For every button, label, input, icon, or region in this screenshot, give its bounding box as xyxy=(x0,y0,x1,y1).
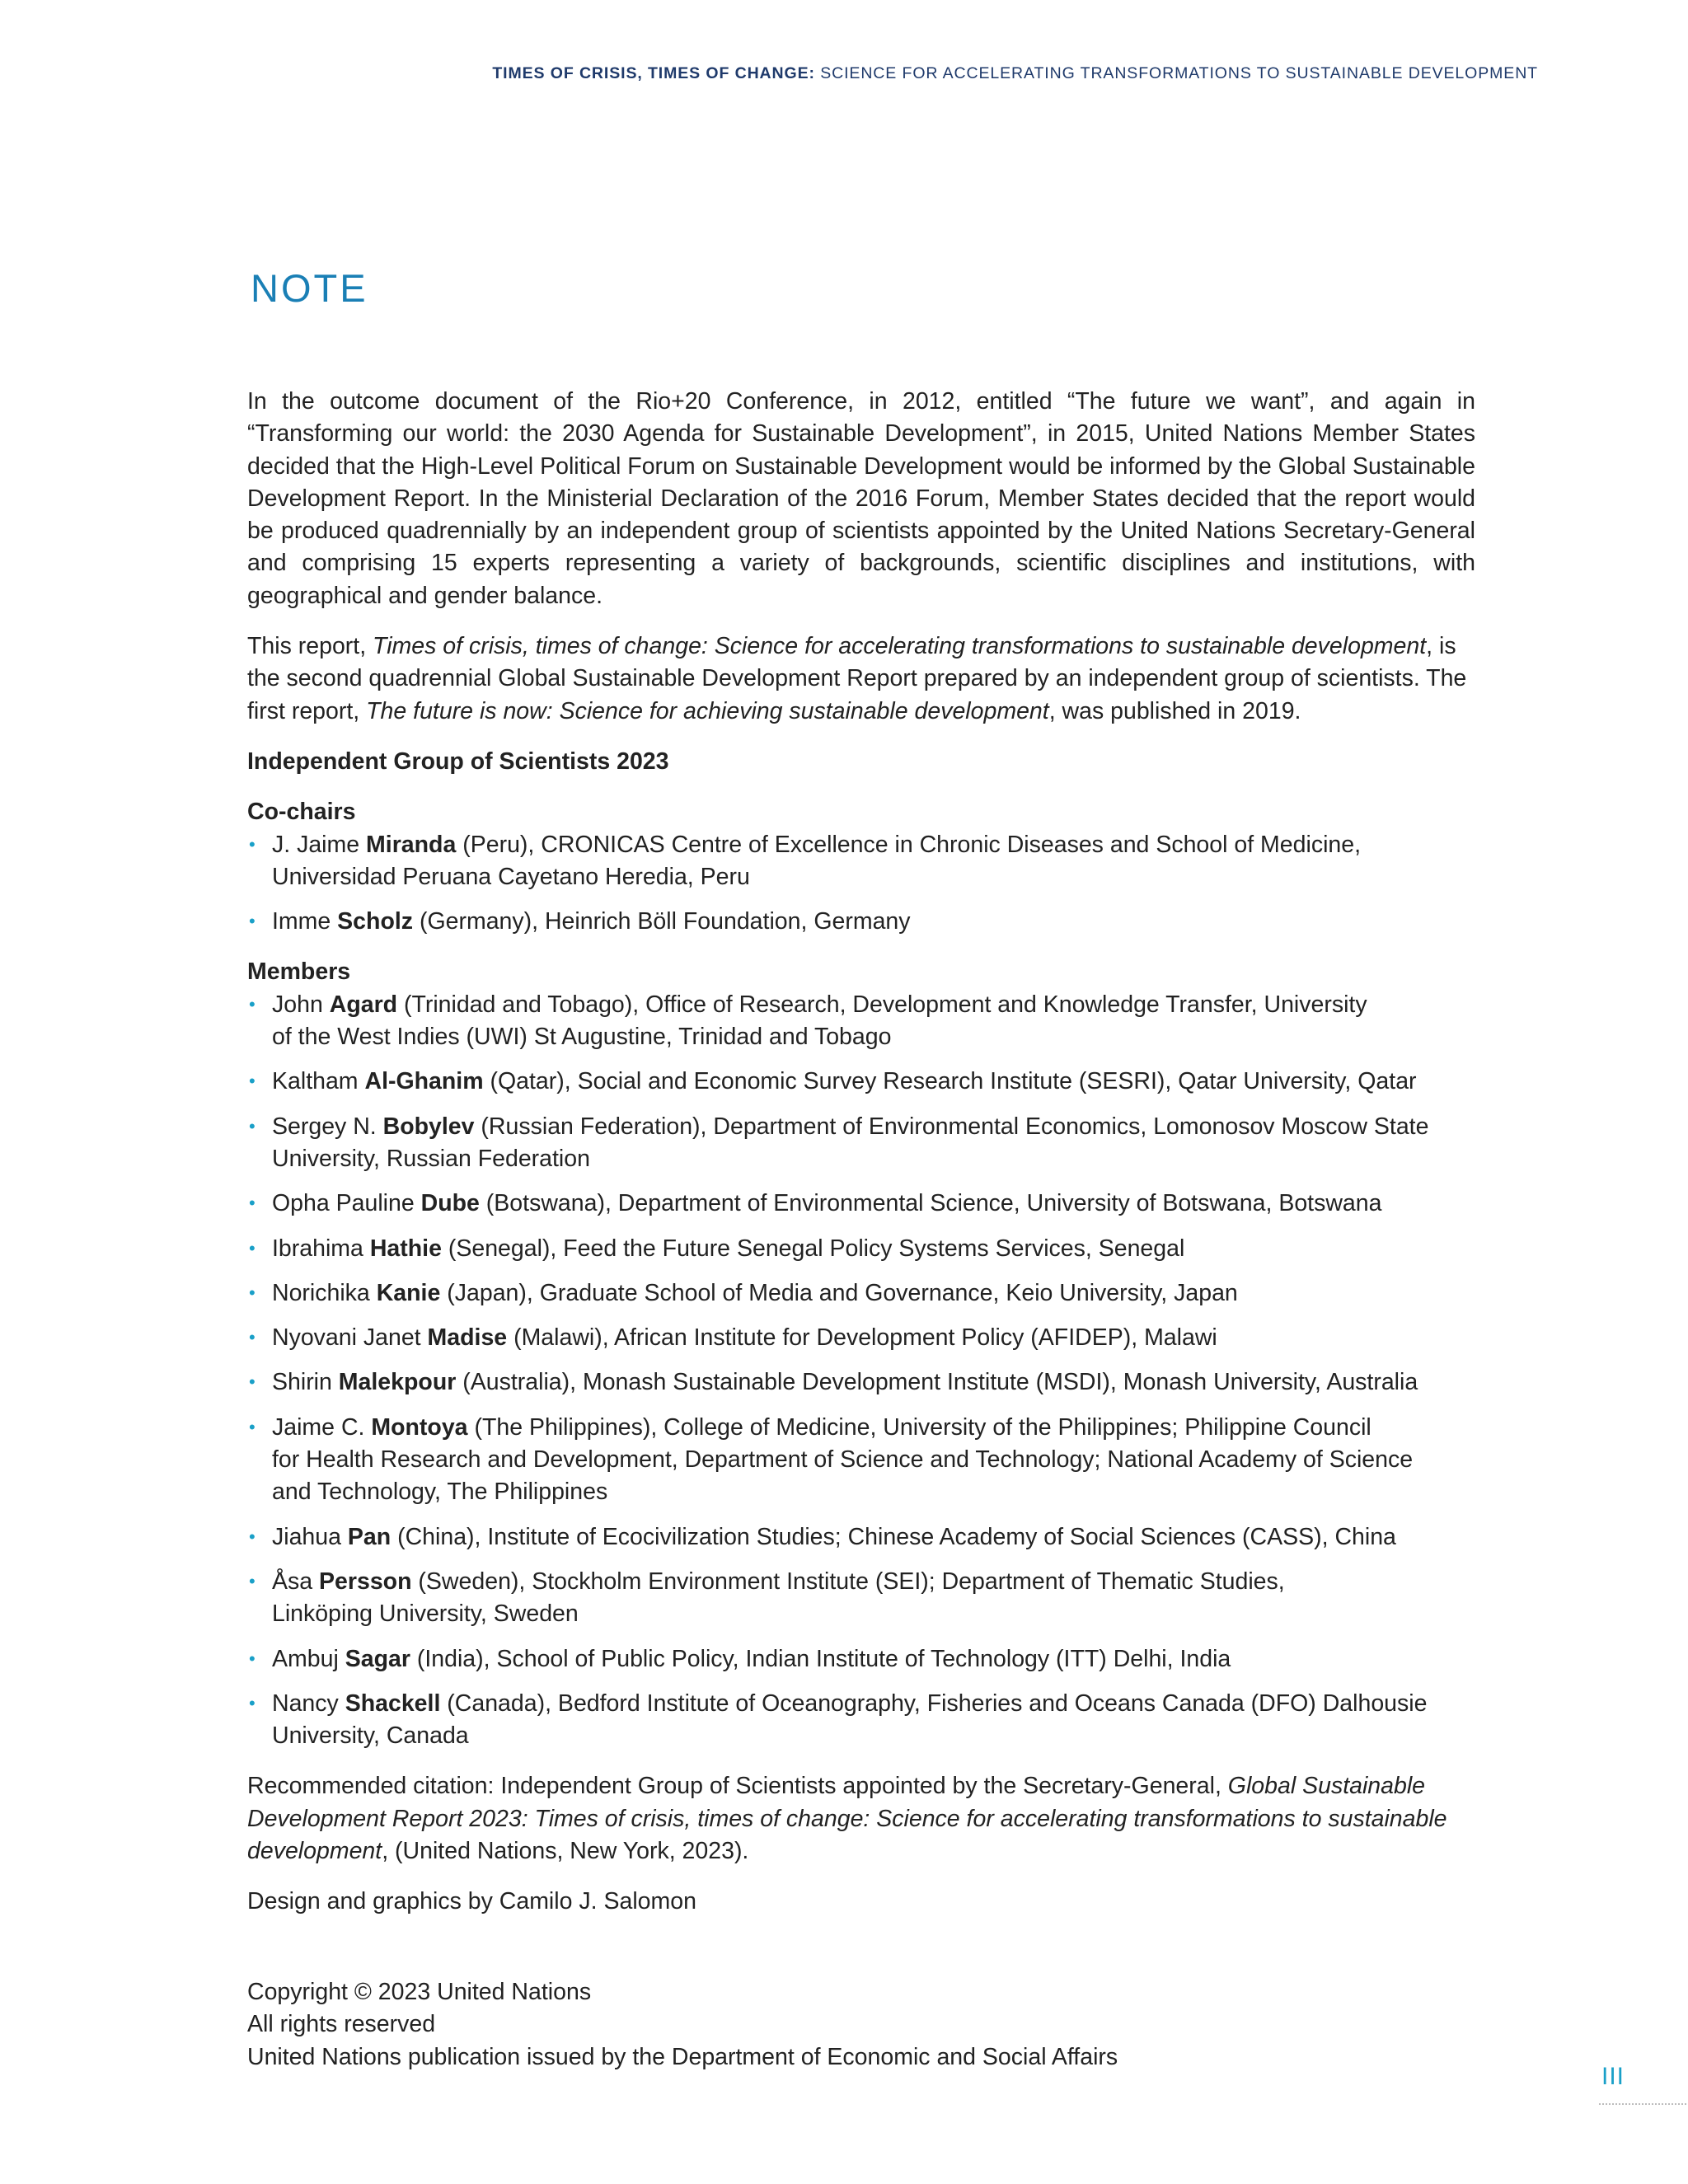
person-affiliation: (Qatar), Social and Economic Survey Research Institute (SESRI), Qatar University, Qatar xyxy=(483,1068,1417,1095)
person-last-name: Persson xyxy=(319,1568,412,1595)
person-first-name: Shirin xyxy=(272,1369,339,1396)
person-affiliation-cont: for Health Research and Development, Department of Science and Technology; National Academy of Science xyxy=(272,1446,1414,1474)
person-affiliation: (India), School of Public Policy, Indian Institute of Technology (ITT) Delhi, India xyxy=(410,1645,1231,1672)
list-item xyxy=(247,1066,1475,1098)
list-item xyxy=(247,1188,1475,1220)
person-affiliation: (Canada), Bedford Institute of Oceanography, Fisheries and Oceans Canada (DFO) Dalhousie xyxy=(440,1690,1428,1717)
design-credit: Design and graphics by Camilo J. Salomon xyxy=(247,1888,696,1915)
list-item xyxy=(247,1688,1475,1753)
list-item xyxy=(247,1412,1475,1509)
person-first-name: Nancy xyxy=(272,1690,345,1717)
list-item xyxy=(247,1521,1475,1554)
person-last-name: Montoya xyxy=(371,1413,468,1441)
person-first-name: Opha Pauline xyxy=(272,1190,421,1217)
person-first-name: Norichika xyxy=(272,1279,377,1306)
list-item xyxy=(247,1233,1475,1265)
person-last-name: Pan xyxy=(347,1523,392,1550)
person-affiliation: (The Philippines), College of Medicine, University of the Philippines; Philippine Council xyxy=(467,1413,1372,1441)
person-first-name: Imme xyxy=(272,908,338,935)
list-item xyxy=(247,829,1475,894)
person-last-name: Shackell xyxy=(345,1690,441,1717)
person-affiliation: (Australia), Monash Sustainable Development Institute (MSDI), Monash University, Australia xyxy=(456,1369,1418,1396)
report-title-previous: The future is now: Science for achieving sustainable development xyxy=(366,697,1049,724)
person-last-name: Dube xyxy=(420,1190,480,1217)
person-affiliation-cont: Linköping University, Sweden xyxy=(272,1601,579,1628)
person-affiliation-cont: and Technology, The Philippines xyxy=(272,1479,608,1506)
person-first-name: Jaime C. xyxy=(272,1413,372,1441)
person-affiliation: (Sweden), Stockholm Environment Institute (SEI); Department of Thematic Studies, xyxy=(411,1568,1285,1595)
list-item xyxy=(247,1111,1475,1176)
person-affiliation: (Japan), Graduate School of Media and Governance, Keio University, Japan xyxy=(440,1279,1238,1306)
person-first-name: Ibrahima xyxy=(272,1235,370,1262)
report-text-3: , was published in 2019. xyxy=(1048,697,1301,724)
person-last-name: Bobylev xyxy=(382,1113,475,1140)
person-first-name: Nyovani Janet xyxy=(272,1324,428,1352)
person-affiliation: (Botswana), Department of Environmental Science, University of Botswana, Botswana xyxy=(479,1190,1382,1217)
person-affiliation: (Russian Federation), Department of Environmental Economics, Lomonosov Moscow State xyxy=(474,1113,1429,1140)
recommended-citation xyxy=(247,1770,1475,1868)
person-last-name: Agard xyxy=(329,991,398,1018)
list-item xyxy=(247,989,1475,1054)
report-title-current: Times of crisis, times of change: Science for accelerating transformations to sustainable development xyxy=(373,633,1427,660)
report-text-2: , is the second quadrennial Global Sustainable Development Report prepared by an independent group of scientists. The first report, xyxy=(247,633,1467,724)
person-last-name: Al-Ghanim xyxy=(364,1068,484,1095)
person-affiliation: (Senegal), Feed the Future Senegal Policy Systems Services, Senegal xyxy=(441,1235,1185,1262)
intro-paragraph: In the outcome document of the Rio+20 Conference, in 2012, entitled “The future we want”, and again in “Transforming our world: the 2030 Agenda for Sustainable Development”, in 2015, United Nations Member States decided that the High-Level Political Forum on Sustainable Development would be informed by the Global Sustainable Development Report. In the Ministerial Declaration of the 2016 Forum, Member States decided that the report would be produced quadrennially by an independent group of scientists appointed by the United Nations Secretary-General and comprising 15 experts representing a variety of backgrounds, scientific disciplines and institutions, with geographical and gender balance. xyxy=(247,388,1475,609)
person-affiliation: (Malawi), African Institute for Development Policy (AFIDEP), Malawi xyxy=(507,1324,1217,1352)
rights-line: All rights reserved xyxy=(247,2011,436,2038)
list-item xyxy=(247,1366,1475,1399)
person-first-name: Åsa xyxy=(272,1568,320,1595)
group-heading: Independent Group of Scientists 2023 xyxy=(247,748,669,775)
page-number: III xyxy=(1601,2063,1625,2090)
person-first-name: Kaltham xyxy=(272,1068,365,1095)
running-header-bold: TIMES OF CRISIS, TIMES OF CHANGE: xyxy=(492,64,815,82)
main-content xyxy=(247,386,1475,1919)
publication-line: United Nations publication issued by the Department of Economic and Social Affairs xyxy=(247,2043,1118,2070)
list-item xyxy=(247,1322,1475,1354)
person-affiliation-cont: of the West Indies (UWI) St Augustine, Trinidad and Tobago xyxy=(272,1024,892,1051)
person-affiliation: (Germany), Heinrich Böll Foundation, Germany xyxy=(413,908,911,935)
page-title: NOTE xyxy=(251,266,368,310)
person-first-name: John xyxy=(272,991,330,1018)
cochairs-heading: Co-chairs xyxy=(247,799,356,826)
report-paragraph xyxy=(247,630,1475,728)
list-item xyxy=(247,1566,1475,1631)
person-last-name: Miranda xyxy=(366,831,457,858)
person-last-name: Sagar xyxy=(345,1645,410,1672)
list-item xyxy=(247,1277,1475,1310)
running-header-rest: SCIENCE FOR ACCELERATING TRANSFORMATIONS TO SUSTAINABLE DEVELOPMENT xyxy=(814,64,1538,82)
running-header xyxy=(492,64,1538,83)
person-last-name: Kanie xyxy=(376,1279,441,1306)
person-first-name: Ambuj xyxy=(272,1645,345,1672)
copyright-line: Copyright © 2023 United Nations xyxy=(247,1979,592,2005)
members-list xyxy=(247,989,1475,1753)
citation-title: Global Sustainable Development Report 2023: Times of crisis, times of change: Science for accelerating transformations to sustainable development xyxy=(247,1773,1447,1864)
person-affiliation: (Peru), CRONICAS Centre of Excellence in Chronic Diseases and School of Medicine, xyxy=(456,831,1362,858)
person-last-name: Malekpour xyxy=(338,1369,457,1396)
list-item xyxy=(247,1643,1475,1675)
page-number-rule xyxy=(1599,2103,1688,2105)
person-last-name: Madise xyxy=(427,1324,508,1352)
person-first-name: J. Jaime xyxy=(272,831,367,858)
person-affiliation: (China), Institute of Ecocivilization Studies; Chinese Academy of Social Sciences (CASS), China xyxy=(391,1523,1396,1550)
person-first-name: Jiahua xyxy=(272,1523,348,1550)
list-item xyxy=(247,906,1475,938)
copyright-block xyxy=(247,1976,1118,2074)
person-first-name: Sergey N. xyxy=(272,1113,383,1140)
citation-suffix: , (United Nations, New York, 2023). xyxy=(382,1837,749,1864)
report-text-1: This report, xyxy=(247,633,373,660)
person-affiliation-cont: Universidad Peruana Cayetano Heredia, Peru xyxy=(272,863,750,890)
person-affiliation-cont: University, Russian Federation xyxy=(272,1145,590,1172)
person-last-name: Scholz xyxy=(337,908,414,935)
person-affiliation: (Trinidad and Tobago), Office of Research, Development and Knowledge Transfer, University xyxy=(397,991,1367,1018)
person-last-name: Hathie xyxy=(369,1235,442,1262)
citation-prefix: Recommended citation: Independent Group of Scientists appointed by the Secretary-General, xyxy=(247,1773,1228,1800)
members-heading: Members xyxy=(247,958,351,986)
cochairs-list xyxy=(247,829,1475,939)
person-affiliation-cont: University, Canada xyxy=(272,1722,469,1750)
